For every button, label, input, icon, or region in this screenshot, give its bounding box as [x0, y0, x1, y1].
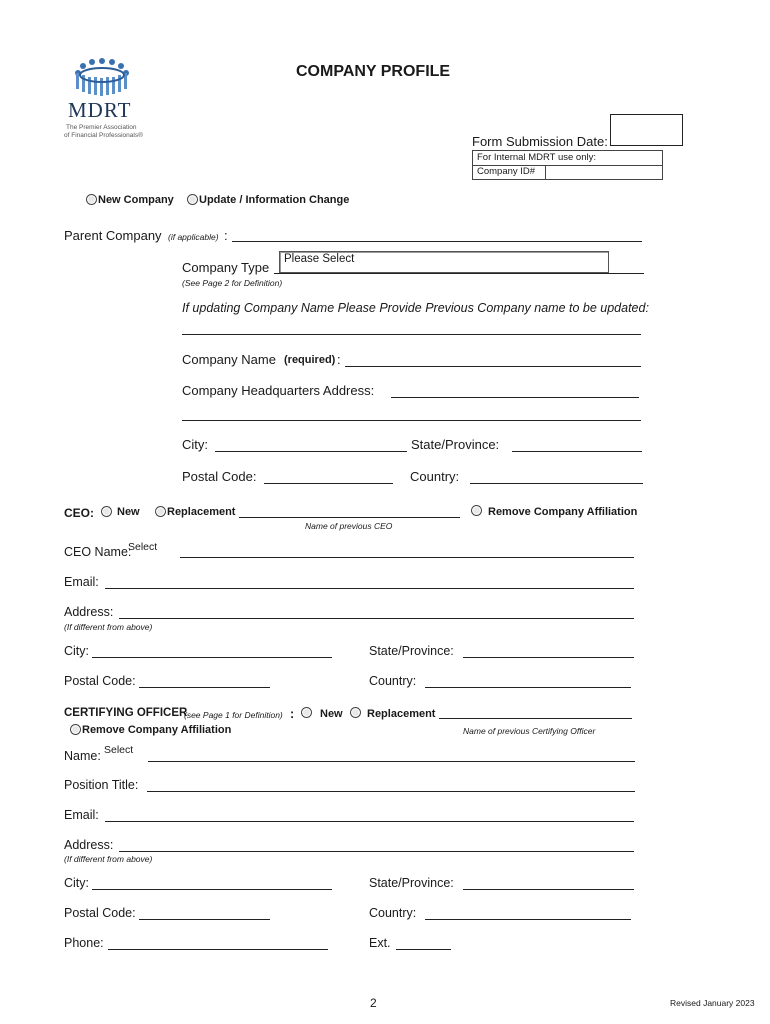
officer-previous-note: Name of previous Certifying Officer: [463, 726, 596, 736]
officer-postal-label: Postal Code:: [64, 906, 136, 920]
officer-email-input[interactable]: [105, 821, 634, 822]
officer-address-input[interactable]: [119, 851, 634, 852]
officer-city-label: City:: [64, 876, 89, 890]
company-type-value: Please Select: [284, 253, 355, 265]
officer-country-input[interactable]: [425, 919, 631, 920]
officer-phone-label: Phone:: [64, 936, 104, 950]
officer-replacement-label: Replacement: [367, 708, 436, 720]
ceo-country-input[interactable]: [425, 687, 631, 688]
company-country-input[interactable]: [470, 483, 643, 484]
officer-name-select[interactable]: Select: [104, 744, 134, 756]
company-postal-label: Postal Code:: [182, 469, 257, 484]
officer-remove-radio[interactable]: [70, 724, 81, 735]
revised-date: Revised January 2023: [670, 998, 755, 1008]
parent-company-input[interactable]: [232, 241, 642, 242]
ceo-previous-name-input[interactable]: [239, 517, 460, 518]
company-type-underline: [274, 273, 644, 274]
mdrt-emblem-icon: [72, 55, 132, 101]
form-submission-date-field[interactable]: [610, 114, 683, 146]
officer-colon: :: [290, 707, 295, 721]
officer-address-note: (If different from above): [64, 854, 153, 864]
parent-company-note: (if applicable): [168, 232, 219, 242]
logo-tagline-1: The Premier Association: [66, 124, 137, 131]
officer-state-label: State/Province:: [369, 876, 454, 890]
officer-phone-input[interactable]: [108, 949, 328, 950]
officer-label: CERTIFYING OFFICER: [64, 707, 188, 719]
new-company-label: New Company: [98, 194, 174, 206]
ceo-country-label: Country:: [369, 674, 417, 688]
officer-name-input[interactable]: [148, 761, 635, 762]
ceo-city-label: City:: [64, 644, 89, 658]
ceo-state-label: State/Province:: [369, 644, 454, 658]
company-name-input[interactable]: [345, 366, 641, 367]
company-name-required: (required): [284, 354, 336, 366]
ceo-name-select[interactable]: Select: [128, 541, 158, 553]
officer-city-input[interactable]: [92, 889, 332, 890]
new-company-radio[interactable]: [86, 194, 97, 205]
ceo-postal-input[interactable]: [139, 687, 270, 688]
officer-previous-name-input[interactable]: [439, 718, 632, 719]
company-type-label: Company Type: [182, 260, 270, 275]
company-type-note: (See Page 2 for Definition): [182, 278, 283, 288]
ceo-email-input[interactable]: [105, 588, 634, 589]
company-state-input[interactable]: [512, 451, 642, 452]
ceo-address-note: (If different from above): [64, 622, 153, 632]
officer-new-radio[interactable]: [301, 707, 312, 718]
officer-replacement-radio[interactable]: [350, 707, 361, 718]
logo-wordmark: MDRT: [68, 98, 132, 122]
page-title: COMPANY PROFILE: [296, 63, 451, 80]
company-city-input[interactable]: [215, 451, 407, 452]
page-number: 2: [370, 996, 377, 1010]
officer-postal-input[interactable]: [139, 919, 270, 920]
company-id-field[interactable]: [546, 165, 662, 179]
hq-address-input-2[interactable]: [182, 420, 641, 421]
officer-position-label: Position Title:: [64, 778, 139, 792]
update-radio[interactable]: [187, 194, 198, 205]
ceo-name-input[interactable]: [180, 557, 634, 558]
ceo-remove-radio[interactable]: [471, 505, 482, 516]
ceo-new-label: New: [117, 506, 140, 518]
company-type-select[interactable]: [279, 251, 609, 273]
hq-address-input-1[interactable]: [391, 397, 639, 398]
officer-email-label: Email:: [64, 808, 99, 822]
officer-remove-label: Remove Company Affiliation: [82, 724, 232, 736]
ceo-name-label: CEO Name:: [64, 545, 132, 559]
officer-country-label: Country:: [369, 906, 417, 920]
officer-new-label: New: [320, 708, 343, 720]
ceo-state-input[interactable]: [463, 657, 634, 658]
company-name-label: Company Name: [182, 352, 276, 367]
officer-address-label: Address:: [64, 838, 114, 852]
company-country-label: Country:: [410, 469, 460, 484]
hq-address-label: Company Headquarters Address:: [182, 383, 375, 398]
ceo-city-input[interactable]: [92, 657, 332, 658]
ceo-address-label: Address:: [64, 605, 114, 619]
ceo-replacement-label: Replacement: [167, 506, 236, 518]
ceo-address-input[interactable]: [119, 618, 634, 619]
officer-ext-input[interactable]: [396, 949, 451, 950]
officer-position-input[interactable]: [147, 791, 635, 792]
ceo-label: CEO:: [64, 506, 94, 520]
form-submission-date-label: Form Submission Date:: [472, 134, 608, 149]
officer-ext-label: Ext.: [369, 936, 391, 950]
company-postal-input[interactable]: [264, 483, 393, 484]
internal-use-label: For Internal MDRT use only:: [477, 152, 596, 163]
officer-state-input[interactable]: [463, 889, 634, 890]
ceo-previous-note: Name of previous CEO: [305, 521, 393, 531]
update-label: Update / Information Change: [199, 194, 350, 206]
previous-name-input[interactable]: [182, 334, 641, 335]
ceo-postal-label: Postal Code:: [64, 674, 136, 688]
company-state-label: State/Province:: [411, 437, 500, 452]
previous-name-prompt: If updating Company Name Please Provide Previous Company name to be updated:: [182, 301, 649, 315]
officer-note: (see Page 1 for Definition): [184, 710, 283, 720]
logo-tagline-2: of Financial Professionals®: [64, 132, 143, 139]
officer-name-label: Name:: [64, 749, 101, 763]
ceo-remove-label: Remove Company Affiliation: [488, 506, 638, 518]
ceo-replacement-radio[interactable]: [155, 506, 166, 517]
ceo-new-radio[interactable]: [101, 506, 112, 517]
company-id-label: Company ID#: [477, 166, 536, 177]
company-city-label: City:: [182, 437, 208, 452]
ceo-email-label: Email:: [64, 575, 99, 589]
parent-company-label: Parent Company: [64, 228, 162, 243]
